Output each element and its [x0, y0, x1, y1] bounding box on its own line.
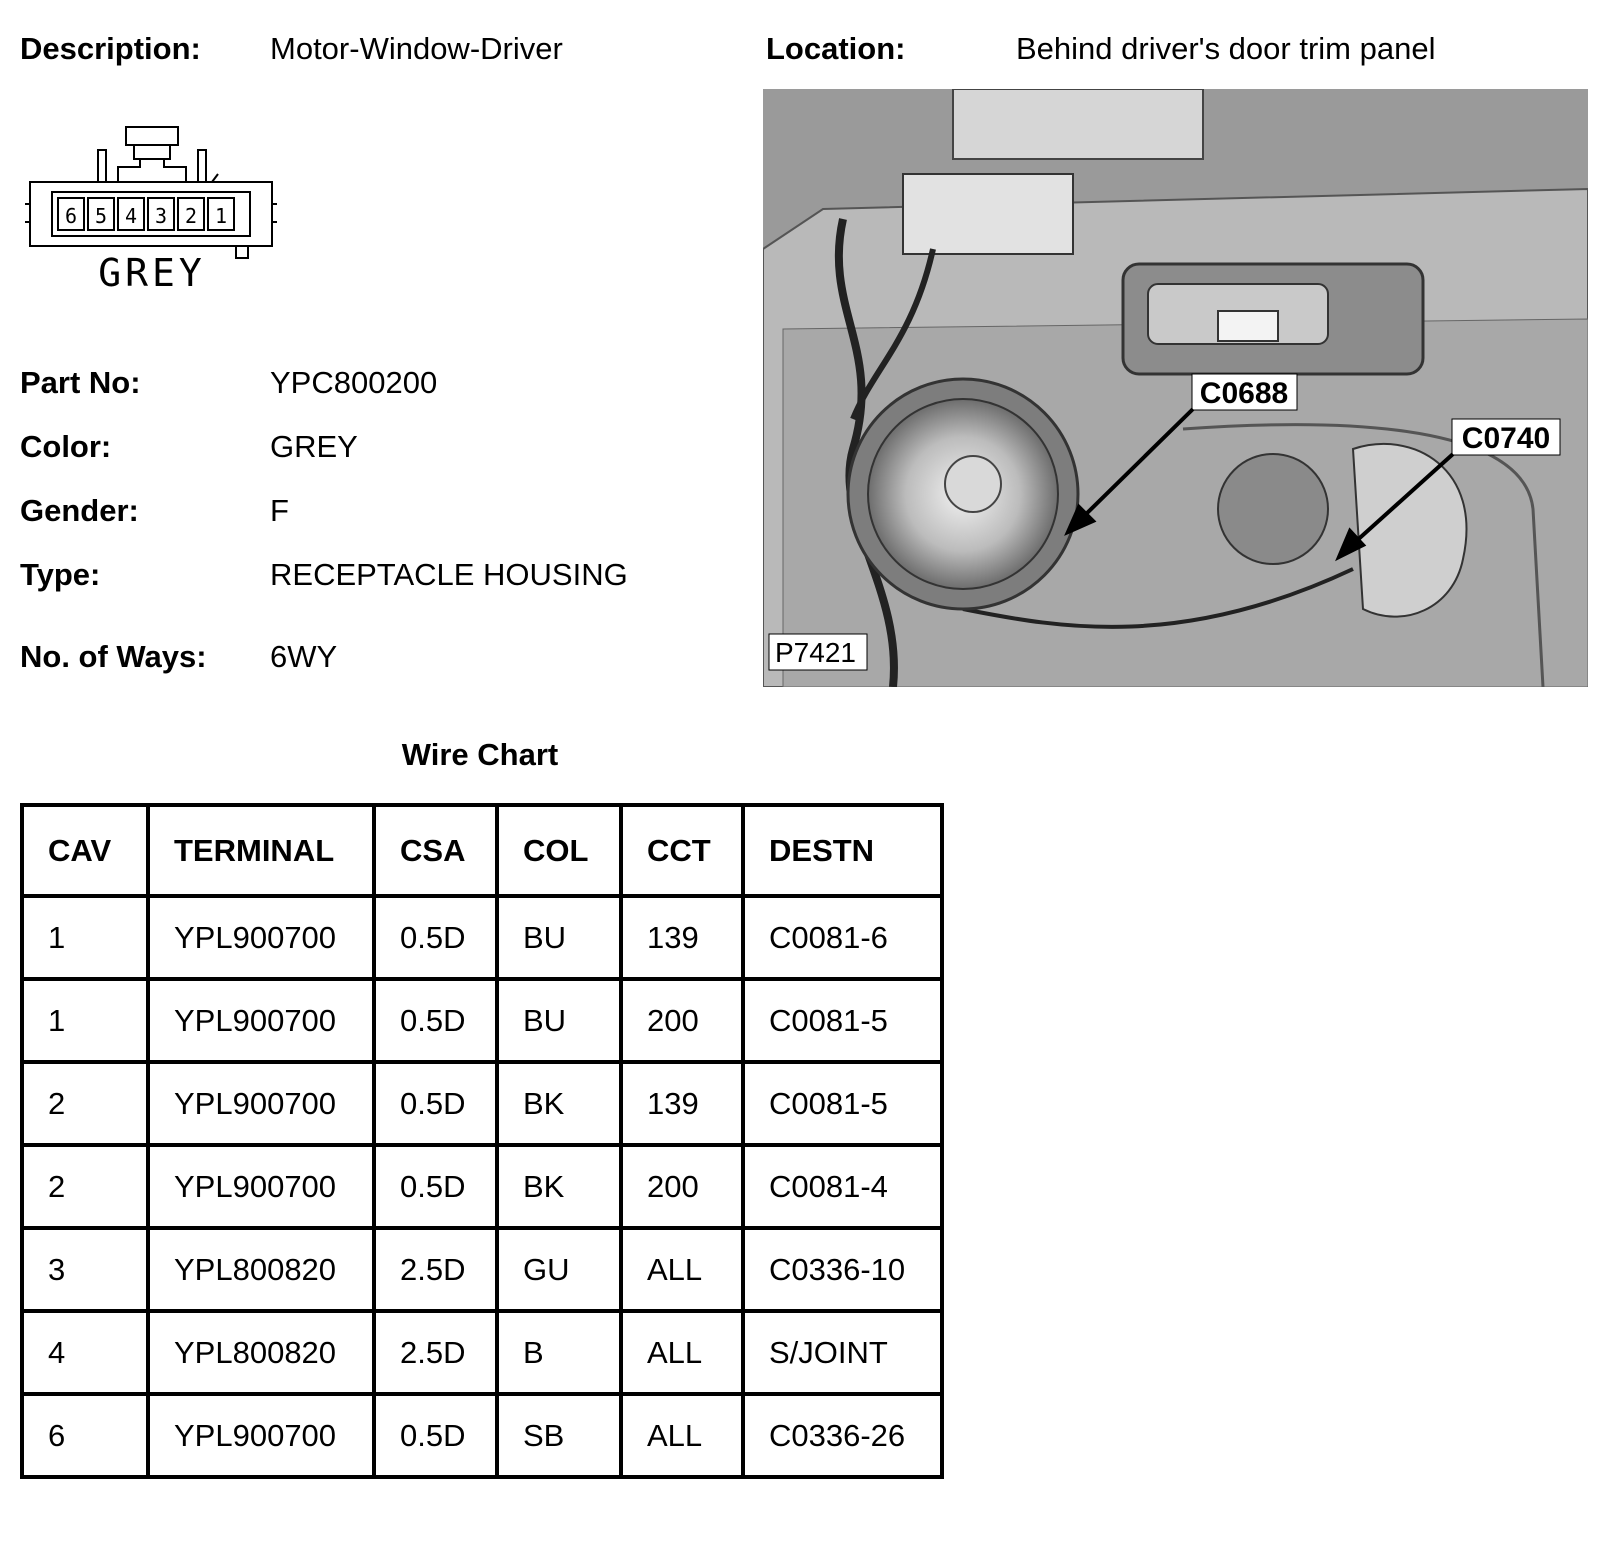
cell-destn: C0336-10	[743, 1228, 942, 1311]
cell-col: GU	[497, 1228, 621, 1311]
cell-cct: 200	[621, 1145, 743, 1228]
cell-terminal: YPL900700	[148, 896, 374, 979]
cell-csa: 0.5D	[374, 979, 497, 1062]
cell-csa: 0.5D	[374, 1062, 497, 1145]
header-col: COL	[497, 805, 621, 896]
header-cav: CAV	[22, 805, 148, 896]
cell-cct: ALL	[621, 1228, 743, 1311]
ways-value: 6WY	[270, 639, 338, 674]
cell-destn: S/JOINT	[743, 1311, 942, 1394]
callout-c0740: C0740	[1461, 422, 1551, 455]
cell-cav: 1	[22, 896, 148, 979]
color-value: GREY	[270, 429, 358, 464]
cell-destn: C0336-26	[743, 1394, 942, 1477]
cell-cct: 139	[621, 896, 743, 979]
cell-cct: ALL	[621, 1311, 743, 1394]
table-row	[22, 1062, 942, 1145]
cell-csa: 0.5D	[374, 896, 497, 979]
cell-col: BU	[497, 896, 621, 979]
description-label: Description:	[20, 31, 201, 66]
part-no-label: Part No:	[20, 365, 141, 400]
photo-ref: P7421	[775, 637, 856, 668]
cell-destn: C0081-6	[743, 896, 942, 979]
header-csa: CSA	[374, 805, 497, 896]
description-value: Motor-Window-Driver	[270, 31, 563, 66]
table-row	[22, 1145, 942, 1228]
gender-label: Gender:	[20, 493, 139, 528]
cell-cav: 6	[22, 1394, 148, 1477]
type-value: RECEPTACLE HOUSING	[270, 557, 628, 592]
cell-cav: 2	[22, 1145, 148, 1228]
cell-csa: 0.5D	[374, 1394, 497, 1477]
color-label: Color:	[20, 429, 112, 464]
table-row	[22, 1394, 942, 1477]
cell-col: BK	[497, 1145, 621, 1228]
table-row	[22, 979, 942, 1062]
pin-label: 6	[64, 204, 78, 228]
cell-cav: 3	[22, 1228, 148, 1311]
part-no-value: YPC800200	[270, 365, 438, 400]
cell-cav: 2	[22, 1062, 148, 1145]
cell-cav: 4	[22, 1311, 148, 1394]
cell-csa: 0.5D	[374, 1145, 497, 1228]
table-row	[22, 1311, 942, 1394]
connector-face-diagram	[22, 122, 290, 312]
header-terminal: TERMINAL	[148, 805, 374, 896]
pin-label: 1	[214, 204, 228, 228]
cell-terminal: YPL900700	[148, 979, 374, 1062]
pin-label: 3	[154, 204, 168, 228]
cell-destn: C0081-5	[743, 1062, 942, 1145]
cell-cct: ALL	[621, 1394, 743, 1477]
cell-cct: 200	[621, 979, 743, 1062]
type-label: Type:	[20, 557, 101, 592]
cell-col: SB	[497, 1394, 621, 1477]
ways-label: No. of Ways:	[20, 639, 207, 674]
pin-label: 4	[124, 204, 138, 228]
cell-terminal: YPL900700	[148, 1145, 374, 1228]
cell-col: BU	[497, 979, 621, 1062]
cell-csa: 2.5D	[374, 1311, 497, 1394]
wire-chart-title: Wire Chart	[401, 737, 559, 772]
table-header-row	[22, 805, 942, 896]
cell-cav: 1	[22, 979, 148, 1062]
wire-chart-table	[20, 803, 944, 1479]
pin-label: 5	[94, 204, 108, 228]
location-value: Behind driver's door trim panel	[1016, 31, 1436, 66]
location-label: Location:	[766, 31, 906, 66]
cell-col: B	[497, 1311, 621, 1394]
cell-terminal: YPL900700	[148, 1394, 374, 1477]
cell-destn: C0081-5	[743, 979, 942, 1062]
connector-color-text: GREY	[98, 251, 206, 295]
cell-csa: 2.5D	[374, 1228, 497, 1311]
cell-terminal: YPL800820	[148, 1311, 374, 1394]
cell-cct: 139	[621, 1062, 743, 1145]
table-row	[22, 896, 942, 979]
callout-c0688: C0688	[1199, 377, 1289, 410]
header-destn: DESTN	[743, 805, 942, 896]
cell-terminal: YPL800820	[148, 1228, 374, 1311]
location-photo	[763, 89, 1588, 687]
table-row	[22, 1228, 942, 1311]
cell-terminal: YPL900700	[148, 1062, 374, 1145]
cell-col: BK	[497, 1062, 621, 1145]
cell-destn: C0081-4	[743, 1145, 942, 1228]
gender-value: F	[270, 493, 289, 528]
header-cct: CCT	[621, 805, 743, 896]
pin-label: 2	[184, 204, 198, 228]
